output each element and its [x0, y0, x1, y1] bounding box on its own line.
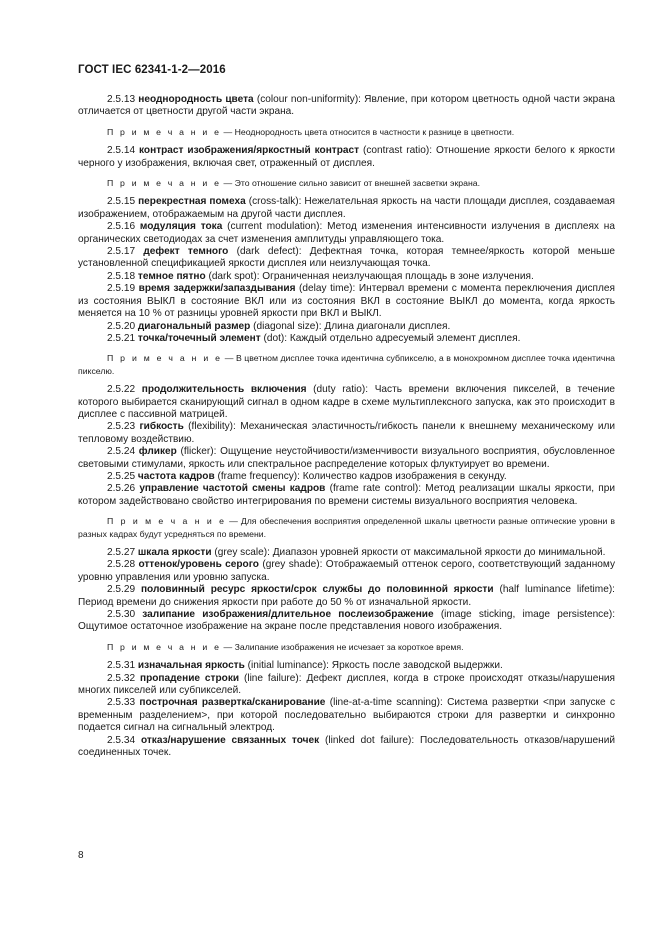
- term-title: шкала яркости: [137, 547, 212, 558]
- term-number: 2.5.14: [107, 145, 136, 157]
- term-number: 2.5.17: [107, 246, 136, 258]
- term-description: (cross-talk): Нежелательная яркость на части площади дисплея, создаваемая изображением, отображаемым на другой части дисплея.: [78, 196, 616, 220]
- term-number: 2.5.19: [107, 283, 136, 295]
- term-description: (image sticking, image persistence): Ощутимое остаточное изображение на экране после представления нового изображения.: [78, 609, 616, 633]
- document-header: ГОСТ IEC 62341-1-2—2016: [78, 64, 226, 76]
- term-description: (frame rate control): Метод реализации шкалы яркости, при котором задействовано свойство интегрирования по времени системы визуального восприятия человека.: [78, 483, 615, 507]
- term-definition: [78, 559, 615, 584]
- note: [78, 126, 615, 138]
- term-number: 2.5.33: [107, 697, 136, 709]
- note-label: П р и м е ч а н и е: [107, 178, 222, 189]
- term-number: 2.5.25: [107, 470, 136, 482]
- term-definition: [78, 421, 615, 446]
- term-title: частота кадров: [137, 470, 215, 482]
- term-title: неоднородность цвета: [138, 94, 254, 105]
- term-number: 2.5.13: [107, 94, 136, 105]
- note-label: П р и м е ч а н и е: [107, 353, 223, 364]
- term-definition: [78, 446, 615, 471]
- term-title: дефект темного: [143, 246, 229, 258]
- note-label: П р и м е ч а н и е: [107, 126, 222, 137]
- term-description: (dot): Каждый отдельно адресуемый элемент дисплея.: [260, 332, 521, 344]
- term-description: (frame frequency): Количество кадров изображения в секунду.: [214, 470, 507, 482]
- term-number: 2.5.30: [107, 609, 136, 621]
- term-number: 2.5.23: [107, 421, 136, 433]
- term-description: (line-at-a-time scanning): Система развертки <при запуске с временным разделением>, при которой последовательно выбираются строки для развертки и синхронно подается сигнал на сигнальный электрод.: [78, 697, 615, 734]
- term-definition: [78, 283, 615, 320]
- term-description: (colour non-uniformity): Явление, при котором цветность одной части экрана отличается от цветности другой части экрана.: [78, 94, 616, 118]
- term-number: 2.5.31: [107, 660, 136, 672]
- term-title: пропадение строки: [139, 672, 240, 684]
- term-number: 2.5.29: [107, 584, 136, 596]
- term-title: точка/точечный элемент: [137, 332, 261, 344]
- term-definition: [78, 221, 615, 246]
- term-description: (contrast ratio): Отношение яркости белого к яркости черного у изображения, включая свет, отраженный от дисплея.: [78, 145, 615, 169]
- term-number: 2.5.20: [107, 320, 136, 332]
- term-number: 2.5.16: [107, 221, 136, 233]
- term-definition: [78, 94, 615, 119]
- term-definition: [78, 471, 615, 483]
- term-definition: [78, 483, 615, 508]
- term-title: модуляция тока: [139, 221, 223, 233]
- term-definition: [78, 145, 615, 170]
- term-title: фликер: [138, 446, 177, 458]
- term-number: 2.5.32: [107, 672, 136, 684]
- term-number: 2.5.34: [107, 734, 136, 746]
- term-number: 2.5.28: [107, 559, 136, 571]
- term-title: управление частотой смены кадров: [139, 483, 326, 495]
- term-title: гибкость: [139, 421, 184, 433]
- term-title: оттенок/уровень серого: [138, 559, 259, 571]
- term-number: 2.5.22: [107, 384, 136, 396]
- term-title: залипание изображения/длительное послеизображение: [142, 609, 434, 621]
- note-label: П р и м е ч а н и е: [107, 516, 227, 527]
- term-title: отказ/нарушение связанных точек: [140, 734, 320, 746]
- term-definition: [78, 333, 615, 345]
- term-definition: [78, 584, 615, 609]
- term-description: (line failure): Дефект дисплея, когда в строке происходят отказы/нарушения многих пикселей или субпикселей.: [78, 672, 615, 697]
- term-title: половинный ресурс яркости/срок службы до половинной яркости: [140, 584, 494, 596]
- term-title: продолжительность включения: [141, 384, 307, 396]
- term-number: 2.5.27: [107, 547, 136, 558]
- term-title: время задержки/запаздывания: [138, 283, 296, 295]
- term-description: (duty ratio): Часть времени включения пикселей, в течение которого выбирается сканирующий сигнал в одном кадре в схеме мультиплексного запуска, как это происходит в дисплее с пассивной матрицей.: [78, 384, 615, 420]
- term-definition: [78, 697, 615, 734]
- note-text: — В цветном дисплее точка идентична субпикселю, а в монохромном дисплее точка идентична пикселю.: [78, 353, 615, 376]
- note: [78, 177, 615, 189]
- term-description: (flicker): Ощущение неустойчивости/изменчивости визуального восприятия, обусловленное световыми стимулами, яркость или спектральное распределение которых флуктуирует во времени.: [78, 446, 615, 470]
- term-title: диагональный размер: [137, 320, 251, 332]
- term-number: 2.5.24: [107, 446, 136, 458]
- term-description: (diagonal size): Длина диагонали дисплея.: [250, 320, 451, 332]
- term-definition: [78, 384, 615, 421]
- term-description: (current modulation): Метод изменения интенсивности излучения в дисплеях на органических светодиодах за счет изменения амплитуды управляющего тока.: [78, 221, 615, 245]
- term-definition: [78, 673, 615, 698]
- term-number: 2.5.21: [107, 332, 136, 344]
- term-definition: [78, 271, 615, 283]
- document-body: [78, 94, 615, 760]
- term-number: 2.5.18: [107, 270, 136, 282]
- term-description: (half luminance lifetime): Период времени до снижения яркости при работе до 50 % от изначальной яркости.: [78, 584, 615, 608]
- note: [78, 641, 615, 653]
- term-number: 2.5.26: [107, 483, 136, 495]
- term-description: (dark defect): Дефектная точка, которая темнее/яркость которой меньше установленной спецификацией яркости дисплея или неизлучающая точка.: [78, 246, 615, 270]
- term-description: (grey shade): Отображаемый оттенок серого, соответствующий заданному уровню управления или уровню запуска.: [78, 559, 615, 583]
- term-description: (dark spot): Ограниченная неизлучающая площадь в зоне излучения.: [205, 270, 534, 282]
- term-definition: [78, 321, 615, 333]
- note-text: — Неоднородность цвета относится в частности к разнице в цветности.: [221, 126, 515, 137]
- term-description: (initial luminance): Яркость после заводской выдержки.: [244, 660, 503, 672]
- note-text: — Залипание изображения не исчезает за короткое время.: [221, 641, 464, 652]
- term-definition: [78, 547, 615, 559]
- page-number: 8: [78, 850, 84, 861]
- term-definition: [78, 660, 615, 672]
- term-title: темное пятно: [137, 270, 206, 282]
- term-definition: [78, 609, 615, 634]
- term-definition: [78, 196, 615, 221]
- term-title: контраст изображения/яркостный контраст: [139, 145, 360, 157]
- term-description: (grey scale): Диапазон уровней яркости от максимальной яркости до минимальной.: [211, 547, 606, 558]
- term-definition: [78, 246, 615, 271]
- term-definition: [78, 735, 615, 760]
- term-description: (delay time): Интервал времени с момента переключения дисплея из состояния ВЫКЛ в состояние ВКЛ или из состояния ВКЛ в состояние ВЫКЛ до момента, когда яркость меняется на 10 % от разницы уровней яркости при ВКЛ и ВЫКЛ.: [78, 283, 615, 320]
- term-description: (flexibility): Механическая эластичность/гибкость панели к внешнему механическому или тепловому воздействию.: [78, 421, 615, 445]
- note: [78, 515, 615, 540]
- term-title: построчная развертка/сканирование: [139, 697, 326, 709]
- term-number: 2.5.15: [107, 196, 136, 208]
- note-text: — Для обеспечения восприятия определенной шкалы цветности разные оптические уровни в разных кадрах будут усредняться по времени.: [78, 516, 615, 539]
- term-title: изначальная яркость: [137, 660, 245, 672]
- note-label: П р и м е ч а н и е: [107, 641, 222, 652]
- note-text: — Это отношение сильно зависит от внешней засветки экрана.: [221, 178, 480, 189]
- term-description: (linked dot failure): Последовательность отказов/нарушений соединенных точек.: [78, 734, 615, 759]
- term-title: перекрестная помеха: [138, 196, 246, 208]
- note: [78, 352, 615, 377]
